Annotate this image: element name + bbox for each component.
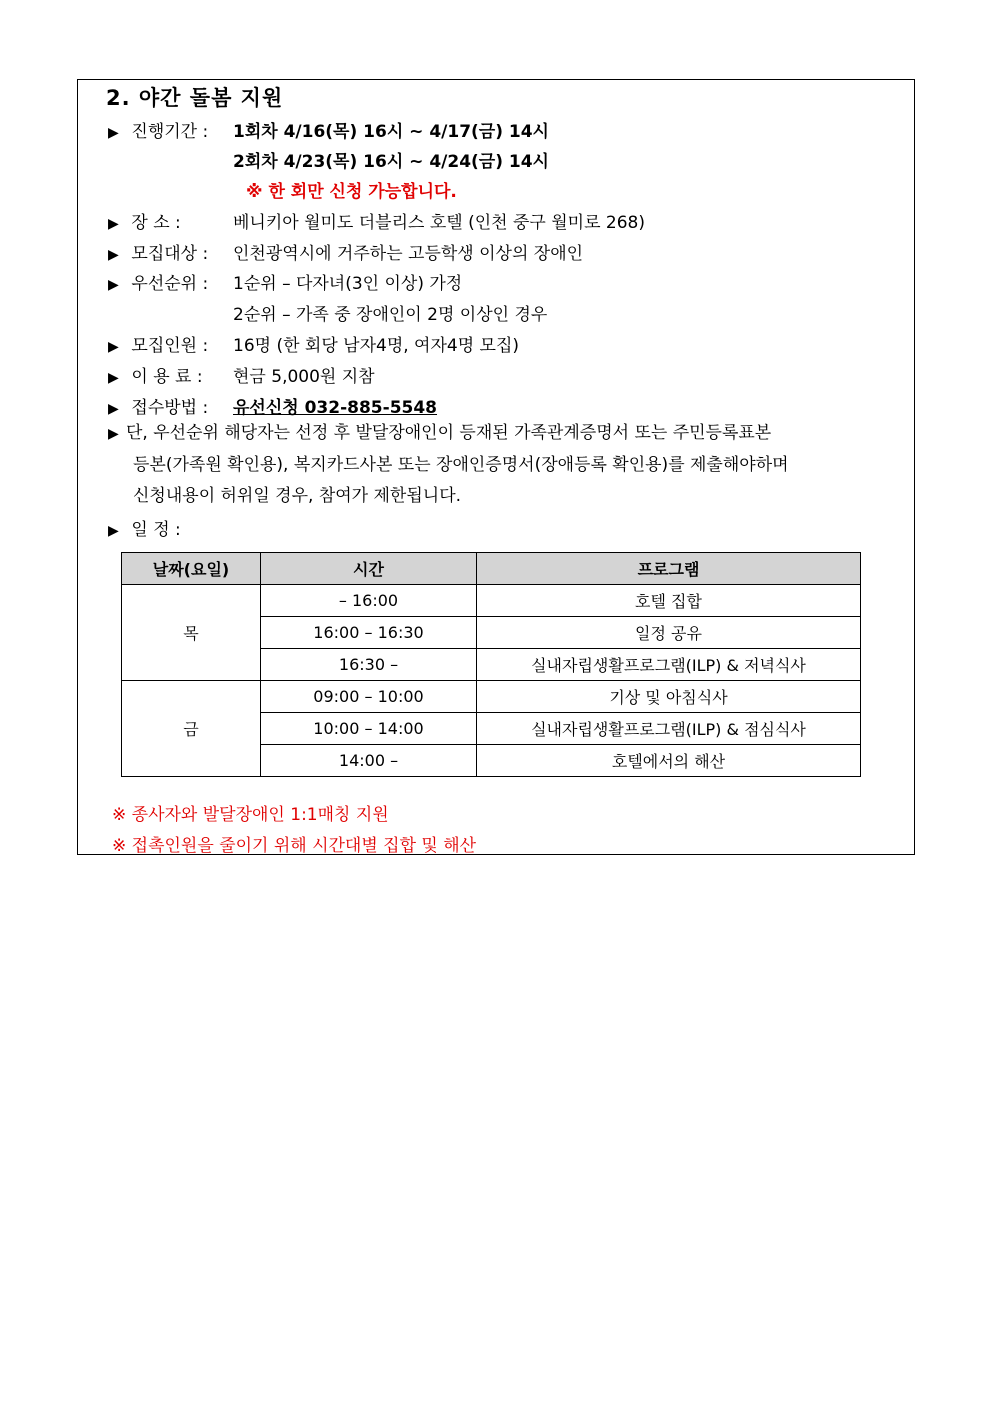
section-title: 2. 야간 돌봄 지원 <box>106 86 284 110</box>
period-label: 진행기간 : <box>131 122 209 142</box>
time-cell: 16:00 – 16:30 <box>261 617 477 649</box>
condition-line-2: 등본(가족원 확인용), 복지카드사본 또는 장애인증명서(장애등록 확인용)를 제출해야하며 <box>133 455 789 475</box>
schedule-row <box>108 515 181 540</box>
program-cell: 실내자립생활프로그램(ILP) & 저녁식사 <box>477 649 861 681</box>
program-cell: 실내자립생활프로그램(ILP) & 점심식사 <box>477 713 861 745</box>
schedule-label: 일 정 : <box>131 520 181 540</box>
headcount-label: 모집인원 : <box>131 336 209 356</box>
program-cell: 호텔에서의 해산 <box>477 745 861 777</box>
fee-value: 현금 5,000원 지참 <box>233 367 375 387</box>
bullet-triangle-icon: ▶ <box>108 216 119 232</box>
header-program: 프로그램 <box>477 553 861 585</box>
condition-line-3: 신청내용이 허위일 경우, 참여가 제한됩니다. <box>133 486 462 506</box>
bullet-triangle-icon: ▶ <box>108 426 119 442</box>
bullet-triangle-icon: ▶ <box>108 247 119 263</box>
day-cell: 목 <box>122 585 261 681</box>
time-cell: – 16:00 <box>261 585 477 617</box>
priority-label: 우선순위 : <box>131 274 209 294</box>
headcount-row <box>108 331 208 356</box>
fee-label: 이 용 료 : <box>131 367 203 387</box>
period-round2: 2회차 4/23(목) 16시 ~ 4/24(금) 14시 <box>233 152 549 172</box>
time-cell: 16:30 – <box>261 649 477 681</box>
program-cell: 기상 및 아침식사 <box>477 681 861 713</box>
apply-label: 접수방법 : <box>131 398 209 418</box>
target-label: 모집대상 : <box>131 244 209 264</box>
bullet-triangle-icon: ▶ <box>108 339 119 355</box>
place-label: 장 소 : <box>131 213 181 233</box>
table-row <box>122 681 861 713</box>
bullet-triangle-icon: ▶ <box>108 370 119 386</box>
bullet-triangle-icon: ▶ <box>108 277 119 293</box>
condition-line-1: 단, 우선순위 해당자는 선정 후 발달장애인이 등재된 가족관계증명서 또는 주민등록표본 <box>126 423 772 443</box>
priority-first: 1순위 – 다자녀(3인 이상) 가정 <box>233 274 463 294</box>
bullet-triangle-icon: ▶ <box>108 523 119 539</box>
table-row <box>122 585 861 617</box>
target-value: 인천광역시에 거주하는 고등학생 이상의 장애인 <box>233 244 584 264</box>
priority-second: 2순위 – 가족 중 장애인이 2명 이상인 경우 <box>233 305 548 325</box>
bullet-triangle-icon: ▶ <box>108 125 119 141</box>
apply-phone: 유선신청 032-885-5548 <box>233 398 438 418</box>
table-header-row <box>122 553 861 585</box>
schedule-table <box>121 552 861 777</box>
target-row <box>108 239 208 264</box>
program-cell: 일정 공유 <box>477 617 861 649</box>
period-round1: 1회차 4/16(목) 16시 ~ 4/17(금) 14시 <box>233 122 549 142</box>
program-cell: 호텔 집합 <box>477 585 861 617</box>
period-row <box>108 117 208 142</box>
note-matching: ※ 종사자와 발달장애인 1:1매칭 지원 <box>112 805 389 825</box>
time-cell: 09:00 – 10:00 <box>261 681 477 713</box>
notice-box <box>77 79 915 855</box>
time-cell: 14:00 – <box>261 745 477 777</box>
condition-paragraph <box>108 418 898 512</box>
one-round-notice: ※ 한 회만 신청 가능합니다. <box>246 182 457 202</box>
priority-row <box>108 269 208 294</box>
headcount-value: 16명 (한 회당 남자4명, 여자4명 모집) <box>233 336 520 356</box>
day-cell: 금 <box>122 681 261 777</box>
header-time: 시간 <box>261 553 477 585</box>
fee-row <box>108 362 203 387</box>
time-cell: 10:00 – 14:00 <box>261 713 477 745</box>
apply-row <box>108 393 208 418</box>
note-contact: ※ 접촉인원을 줄이기 위해 시간대별 집합 및 해산 <box>112 836 477 856</box>
header-date: 날짜(요일) <box>122 553 261 585</box>
bullet-triangle-icon: ▶ <box>108 401 119 417</box>
place-row <box>108 208 181 233</box>
place-value: 베니키아 월미도 더블리스 호텔 (인천 중구 월미로 268) <box>233 213 645 233</box>
